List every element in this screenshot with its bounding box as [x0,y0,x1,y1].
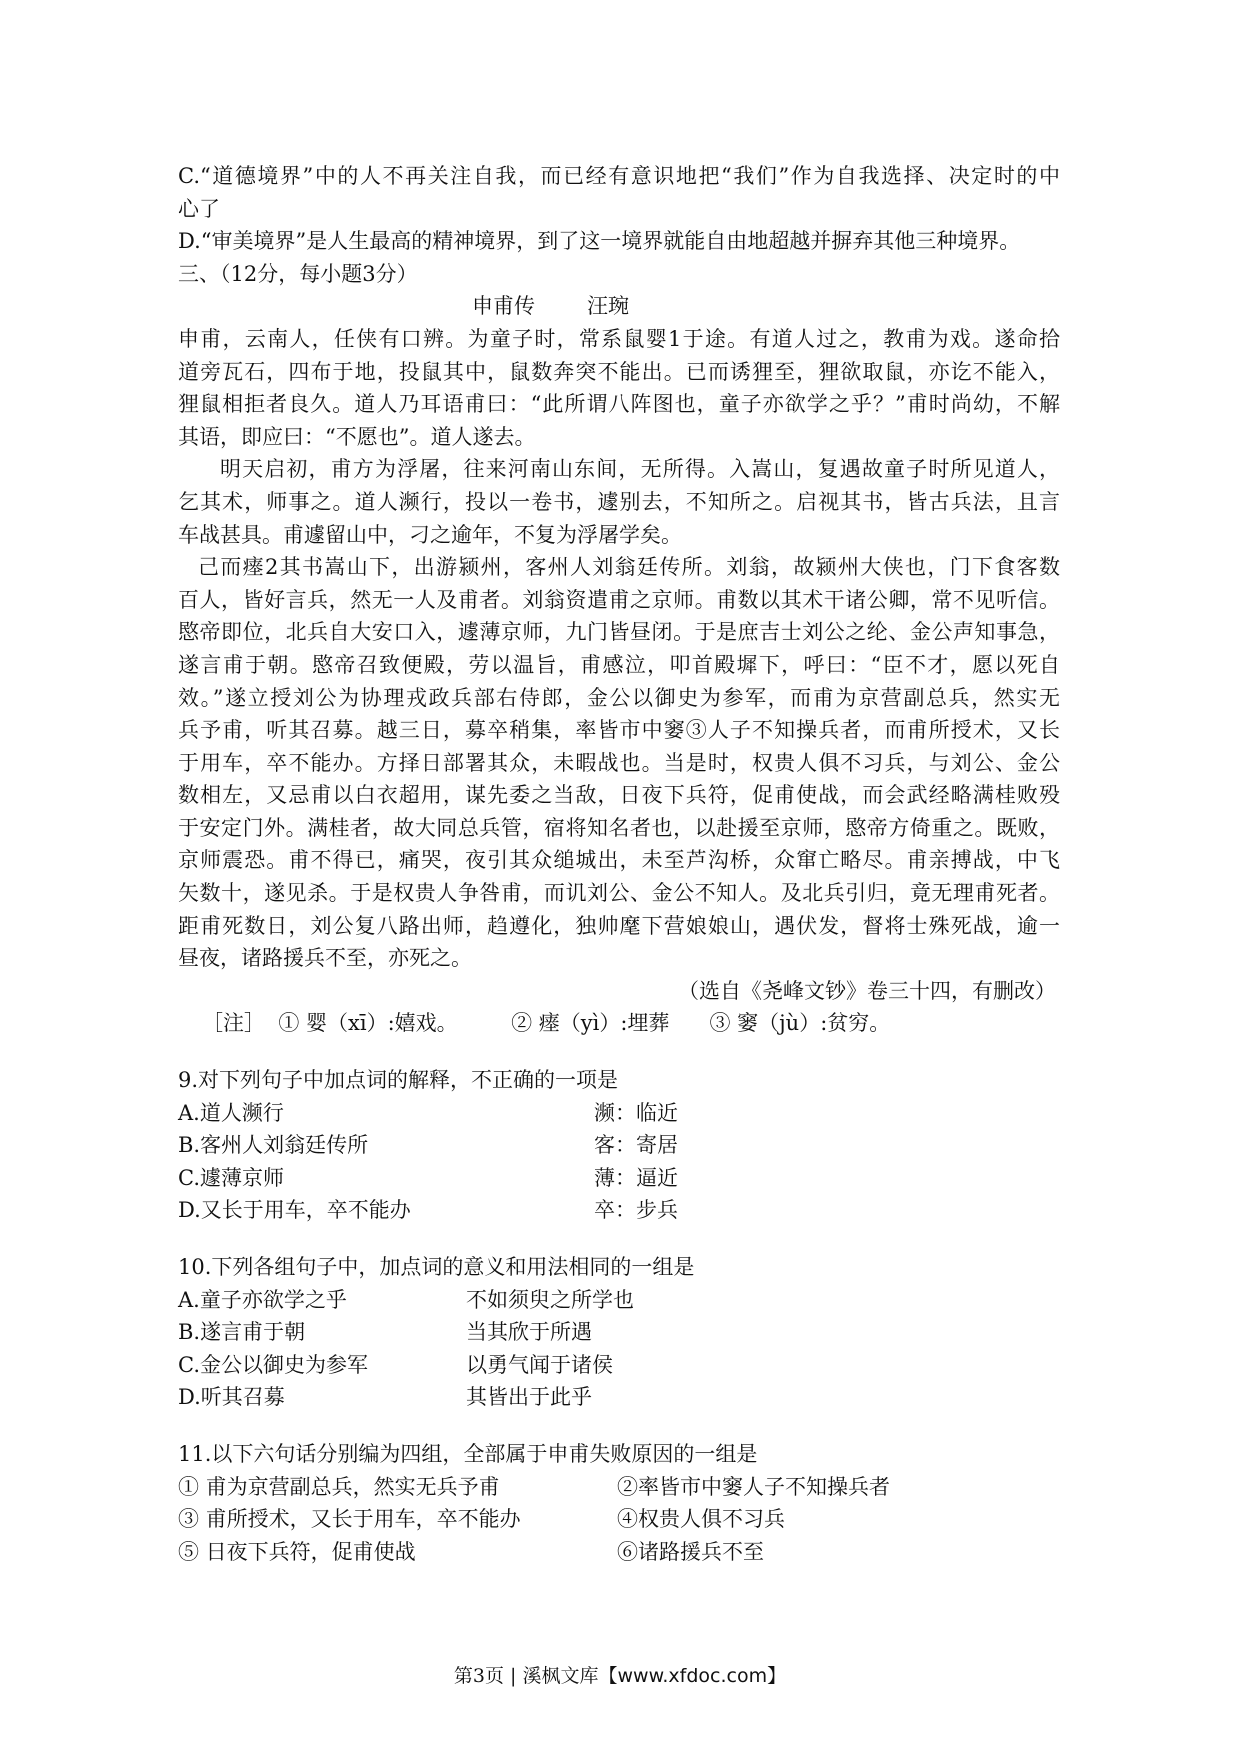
passage-line: 车战甚具。甫遽留山中，刁之逾年，不复为浮屠学矣。 [178,522,682,547]
site-url: 【www.xfdoc.com】 [598,1665,787,1687]
statement-item: ① 甫为京营副总兵，然实无兵予甫 [178,1474,500,1499]
option-pair: 不如须臾之所学也 [466,1287,634,1312]
section-heading: 三、（12分，每小题3分） [178,261,418,286]
option-gloss: 薄：逼近 [594,1165,678,1190]
option-text: B.客州人刘翁廷传所 [178,1133,369,1158]
option-c-line2: 心了 [178,196,220,221]
annotation-label: ［注］ [202,1011,265,1036]
option-c-line1: C.“道德境界”中的人不再关注自我，而已经有意识地把“我们”作为自我选择、决定时的中 [178,164,1060,188]
passage-line: 乞其术，师事之。道人濒行，投以一卷书，遽别去，不知所之。启视其书，皆古兵法，且言 [178,489,1060,514]
option-pair: 以勇气闻于诸侯 [466,1352,613,1377]
passage-paragraph-2 [178,453,1060,551]
passage-line: 百人，皆好言兵，然无一人及甫者。刘翁资遣甫之京师。甫数以其术干诸公卿，常不见听信。 [178,587,1060,612]
passage-line: 遂言甫于朝。愍帝召致便殿，劳以温旨，甫感泣，叩首殿墀下，呼曰：“臣不才，愿以死自 [178,652,1060,677]
passage-line: 于用车，卒不能办。方择日部署其众，未暇战也。当是时，权贵人俱不习兵，与刘公、金公 [178,750,1060,775]
option-gloss: 濒：临近 [594,1100,678,1125]
passage-paragraph-3 [178,551,1060,975]
passage-line: 距甫死数日，刘公复八路出师，趋遵化，独帅麾下营娘娘山，遇伏发，督将士殊死战，逾一 [178,913,1060,938]
option-row [178,1162,1060,1195]
passage-line: 京师震恐。甫不得已，痛哭，夜引其众缒城出，未至芦沟桥，众窜亡略尽。甫亲搏战，中飞 [178,848,1060,873]
option-row [178,1284,1060,1317]
page-content [178,160,1060,1568]
annotation-line [178,1007,1060,1040]
option-d-line: D.“审美境界”是人生最高的精神境界，到了这一境界就能自由地超越并摒弃其他三种境界。 [178,229,1021,254]
passage-line: 兵予甫，听其召募。越三日，募卒稍集，率皆市中窭③人子不知操兵者，而甫所授术，又长 [178,718,1060,743]
passage-line: 道旁瓦石，四布于地，投鼠其中，鼠数奔突不能出。已而诱狸至，狸欲取鼠，亦讫不能入， [178,359,1060,384]
statement-item: ⑤ 日夜下兵符，促甫使战 [178,1539,416,1564]
page-number: 第3页 [453,1665,504,1687]
question-stem: 11.以下六句话分别编为四组，全部属于申甫失败原因的一组是 [178,1441,758,1466]
statement-row [178,1471,1060,1504]
option-text: B.遂言甫于朝 [178,1320,306,1345]
passage-line: 矢数十，遂见杀。于是权贵人争咎甫，而讥刘公、金公不知人。及北兵引归，竟无理甫死者。 [178,881,1060,906]
passage-line: 数相左，又忌甫以白衣超用，谋先委之当敌，日夜下兵符，促甫使战，而会武经略满桂败殁 [178,783,1060,808]
annotation-3: ③ 窭（jù）:贫穷。 [709,1011,891,1036]
option-gloss: 卒：步兵 [594,1198,678,1223]
option-row [178,1381,1060,1414]
passage-title: 申甫传 [472,294,535,319]
annotation-2: ② 瘗（yì）:埋葬 [511,1011,670,1036]
option-row [178,1316,1060,1349]
annotation-1: ① 婴（xī）:嬉戏。 [278,1011,458,1036]
option-text: C.遽薄京师 [178,1165,284,1190]
option-row [178,1097,1060,1130]
statement-row [178,1503,1060,1536]
passage-line: 狸鼠相拒者良久。道人乃耳语甫曰：“此所谓八阵图也，童子亦欲学之乎？”甫时尚幼，不解 [178,392,1060,417]
statement-item: ②率皆市中窭人子不知操兵者 [617,1474,890,1499]
statement-item: ⑥诸路援兵不至 [617,1539,764,1564]
option-pair: 其皆出于此乎 [466,1385,592,1410]
page-footer [0,1661,1240,1688]
option-text: C.金公以御史为参军 [178,1352,368,1377]
passage-title-line [178,290,1060,323]
question-stem: 9.对下列句子中加点词的解释，不正确的一项是 [178,1068,619,1093]
option-gloss: 客：寄居 [594,1133,678,1158]
passage-line: 明天启初，甫方为浮屠，往来河南山东间，无所得。入嵩山，复遇故童子时所见道人， [220,457,1060,482]
passage-source: （选自《尧峰文钞》卷三十四，有删改） [678,978,1056,1003]
option-text: A.童子亦欲学之乎 [178,1287,347,1312]
statement-item: ④权贵人俱不习兵 [617,1507,785,1532]
passage-line: 申甫，云南人，任侠有口辨。为童子时，常系鼠婴1于途。有道人过之，教甫为戏。遂命拾 [178,326,1060,351]
option-row [178,1194,1060,1227]
option-pair: 当其欣于所遇 [466,1320,592,1345]
passage-line: 愍帝即位，北兵自大安口入，遽薄京师，九门皆昼闭。于是庶吉士刘公之纶、金公声知事急， [178,620,1060,645]
passage-line: 己而瘗2其书嵩山下，出游颍州，客州人刘翁廷传所。刘翁，故颍州大侠也，门下食客数 [198,555,1060,580]
passage-line: 效。”遂立授刘公为协理戎政兵部右侍郎，金公以御史为参军，而甫为京营副总兵，然实无 [178,685,1060,710]
passage-line: 其语，即应曰：“不愿也”。道人遂去。 [178,424,536,449]
option-text: D.听其召募 [178,1385,285,1410]
passage-line: 昼夜，诸路援兵不至，亦死之。 [178,946,472,971]
footer-separator: | [510,1665,517,1687]
statement-item: ③ 甫所授术，又长于用车，卒不能办 [178,1507,521,1532]
question-10 [178,1251,1060,1414]
passage-line: 于安定门外。满桂者，故大同总兵管，宿将知名者也，以赴援至京师，愍帝方倚重之。既败， [178,815,1060,840]
option-text: D.又长于用车，卒不能办 [178,1198,411,1223]
library-name: 溪枫文库 [522,1665,599,1687]
option-text: A.道人濒行 [178,1100,284,1125]
question-11 [178,1438,1060,1568]
passage-author: 汪琬 [587,294,629,319]
passage-paragraph-1 [178,323,1060,453]
option-row [178,1349,1060,1382]
question-9 [178,1064,1060,1227]
statement-row [178,1536,1060,1569]
question-stem: 10.下列各组句子中，加点词的意义和用法相同的一组是 [178,1255,695,1279]
option-row [178,1129,1060,1162]
